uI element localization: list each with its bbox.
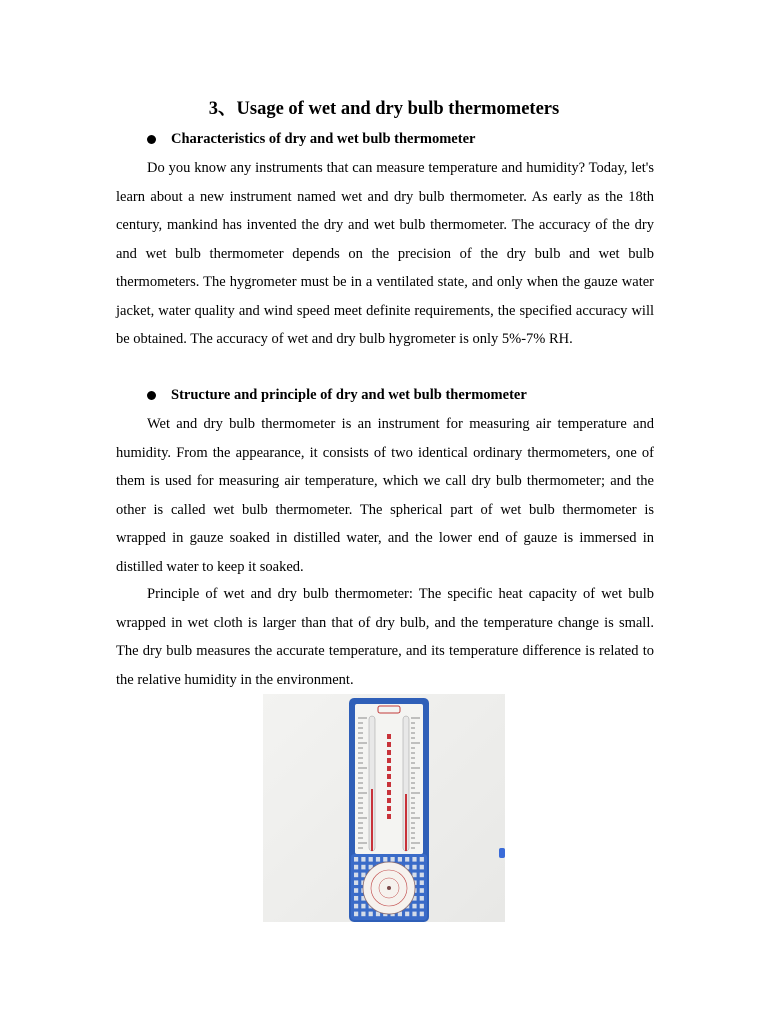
wet-dry-bulb-thermometer-icon: [263, 694, 505, 922]
wet-bulb-column: [405, 794, 407, 851]
dry-bulb-column: [371, 789, 373, 851]
paragraph-characteristics: Do you know any instruments that can measure temperature and humidity? Today, let's learn about a new instrument named wet and dry bulb thermometer. As early as the 18th century, mankind has invented the dry and wet bulb thermometer. The accuracy of the dry and wet bulb thermometer depends on the precision of the dry bulb and wet bulb thermometers. The hygrometer must be in a ventilated state, and only when the gauze water jacket, water quality and wind speed meet definite requirements, the specified accuracy will be obtained. The accuracy of wet and dry bulb hygrometer is only 5%-7% RH.: [116, 160, 654, 347]
paragraph-structure: Wet and dry bulb thermometer is an instrument for measuring air temperature and humidity. From the appearance, it consists of two identical ordinary thermometers, one of them is used for measuring air temperature, which we call dry bulb thermometer; and the other is called wet bulb thermometer. The spherical part of wet bulb thermometer is wrapped in gauze soaked in distilled water, and the lower end of gauze is immersed in distilled water to keep it soaked.: [116, 416, 654, 575]
bullet-heading-structure: [147, 387, 527, 404]
thermometer-photo: [263, 694, 505, 922]
bullet-icon: [147, 391, 156, 400]
paragraph-principle: Principle of wet and dry bulb thermometer: The specific heat capacity of wet bulb wrapped in wet cloth is larger than that of dry bulb, and the temperature change is small. The dry bulb measures the accurate temperature, and its temperature difference is related to the relative humidity in the environment.: [116, 586, 654, 688]
bullet-icon: [147, 135, 156, 144]
bullet-heading-text: Structure and principle of dry and wet bulb thermometer: [171, 387, 527, 403]
section-title: 3、Usage of wet and dry bulb thermometers: [208, 99, 560, 119]
bullet-heading-text: Characteristics of dry and wet bulb thermometer: [171, 131, 476, 147]
bullet-heading-characteristics: [147, 131, 475, 148]
